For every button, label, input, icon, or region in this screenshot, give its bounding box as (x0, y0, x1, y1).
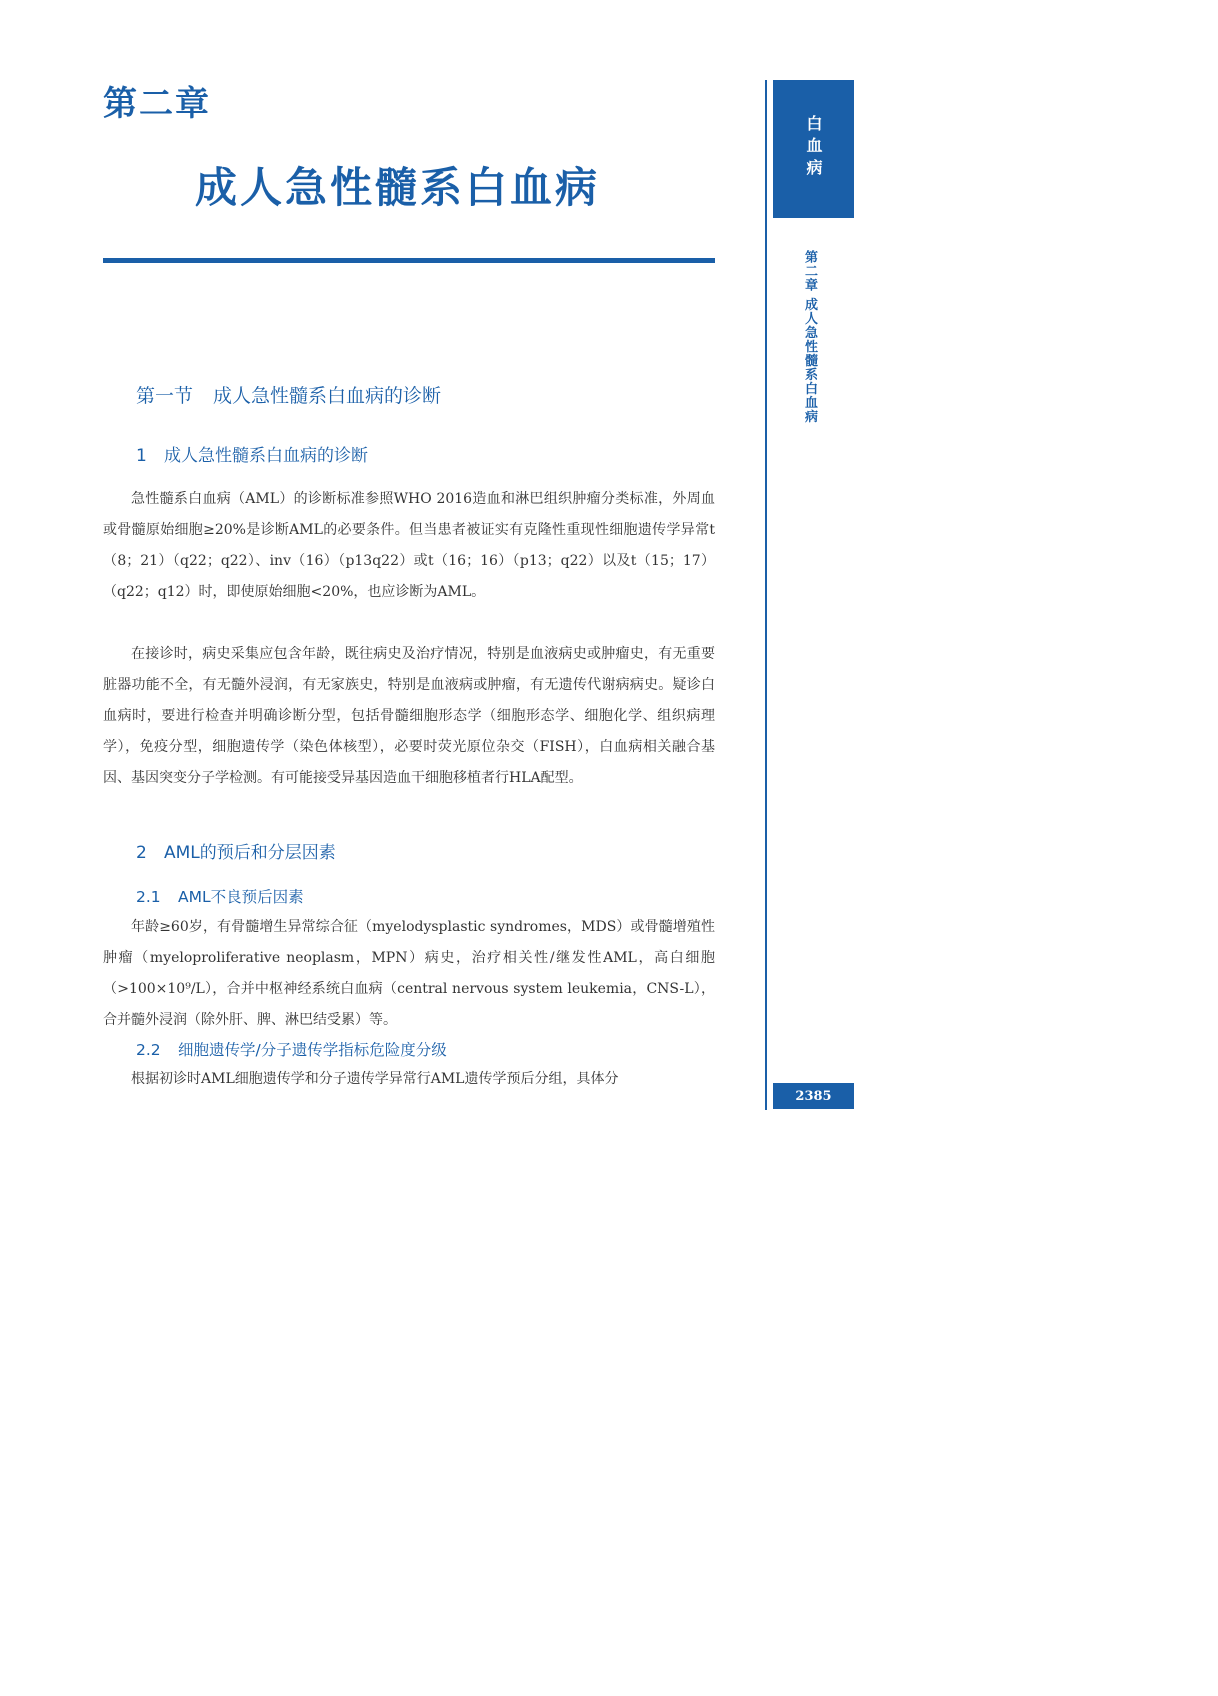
subsubsection-number: 2.2 (136, 1041, 161, 1059)
subsubsection-heading-2-1 (136, 885, 304, 907)
subsection-heading-2 (136, 838, 336, 863)
chapter-label: 第二章 (103, 84, 211, 124)
sidebar-rule (765, 80, 767, 1110)
paragraph-risk-grouping: 根据初诊时AML细胞遗传学和分子遗传学异常行AML遗传学预后分组，具体分 (131, 1071, 619, 1087)
running-header: 第二章 成人急性髓系白血病 (802, 250, 817, 424)
subsubsection-title: 细胞遗传学/分子遗传学指标危险度分级 (178, 1041, 447, 1059)
section-title: 成人急性髓系白血病的诊断 (213, 385, 442, 407)
paragraph-poor-prognosis: 年龄≥60岁，有骨髓增生异常综合征（myelodysplastic syndromes，MDS）或骨髓增殖性肿瘤（myeloproliferative neoplasm，MPN）病史，治疗相关性/继发性AML，高白细胞（>100×10⁹/L），合并中枢神经系统白血病（central nervous system leukemia，CNS-L），合并髓外浸润（除外肝、脾、淋巴结受累）等。 (103, 919, 715, 1028)
subsubsection-heading-2-2 (136, 1038, 447, 1060)
subsection-title: AML的预后和分层因素 (164, 843, 336, 863)
subsection-heading-1 (136, 441, 368, 466)
chapter-divider (103, 258, 715, 263)
subsubsection-title: AML不良预后因素 (178, 888, 304, 906)
sidebar-tab-label: 白血病 (804, 115, 823, 181)
paragraph-history-workup: 在接诊时，病史采集应包含年龄，既往病史及治疗情况，特别是血液病史或肿瘤史，有无重要脏器功能不全，有无髓外浸润，有无家族史，特别是血液病或肿瘤，有无遗传代谢病病史。疑诊白血病时，要进行检查并明确诊断分型，包括骨髓细胞形态学（细胞形态学、细胞化学、组织病理学），免疫分型，细胞遗传学（染色体核型），必要时荧光原位杂交（FISH），白血病相关融合基因、基因突变分子学检测。有可能接受异基因造血干细胞移植者行HLA配型。 (103, 646, 715, 786)
sidebar-tab (773, 80, 854, 218)
section-heading (136, 381, 441, 408)
subsubsection-number: 2.1 (136, 888, 161, 906)
subsection-number: 1 (136, 446, 147, 466)
page-number: 2385 (773, 1083, 854, 1109)
section-number: 第一节 (136, 385, 194, 407)
chapter-title: 成人急性髓系白血病 (195, 163, 601, 212)
paragraph-aml-criteria: 急性髓系白血病（AML）的诊断标准参照WHO 2016造血和淋巴组织肿瘤分类标准，外周血或骨髓原始细胞≥20%是诊断AML的必要条件。但当患者被证实有克隆性重现性细胞遗传学异常t（8；21）（q22；q22）、inv（16）（p13q22）或t（16；16）（p13；q22）以及t（15；17）（q22；q12）时，即使原始细胞<20%，也应诊断为AML。 (103, 491, 715, 600)
subsection-number: 2 (136, 843, 147, 863)
subsection-title: 成人急性髓系白血病的诊断 (164, 446, 368, 466)
